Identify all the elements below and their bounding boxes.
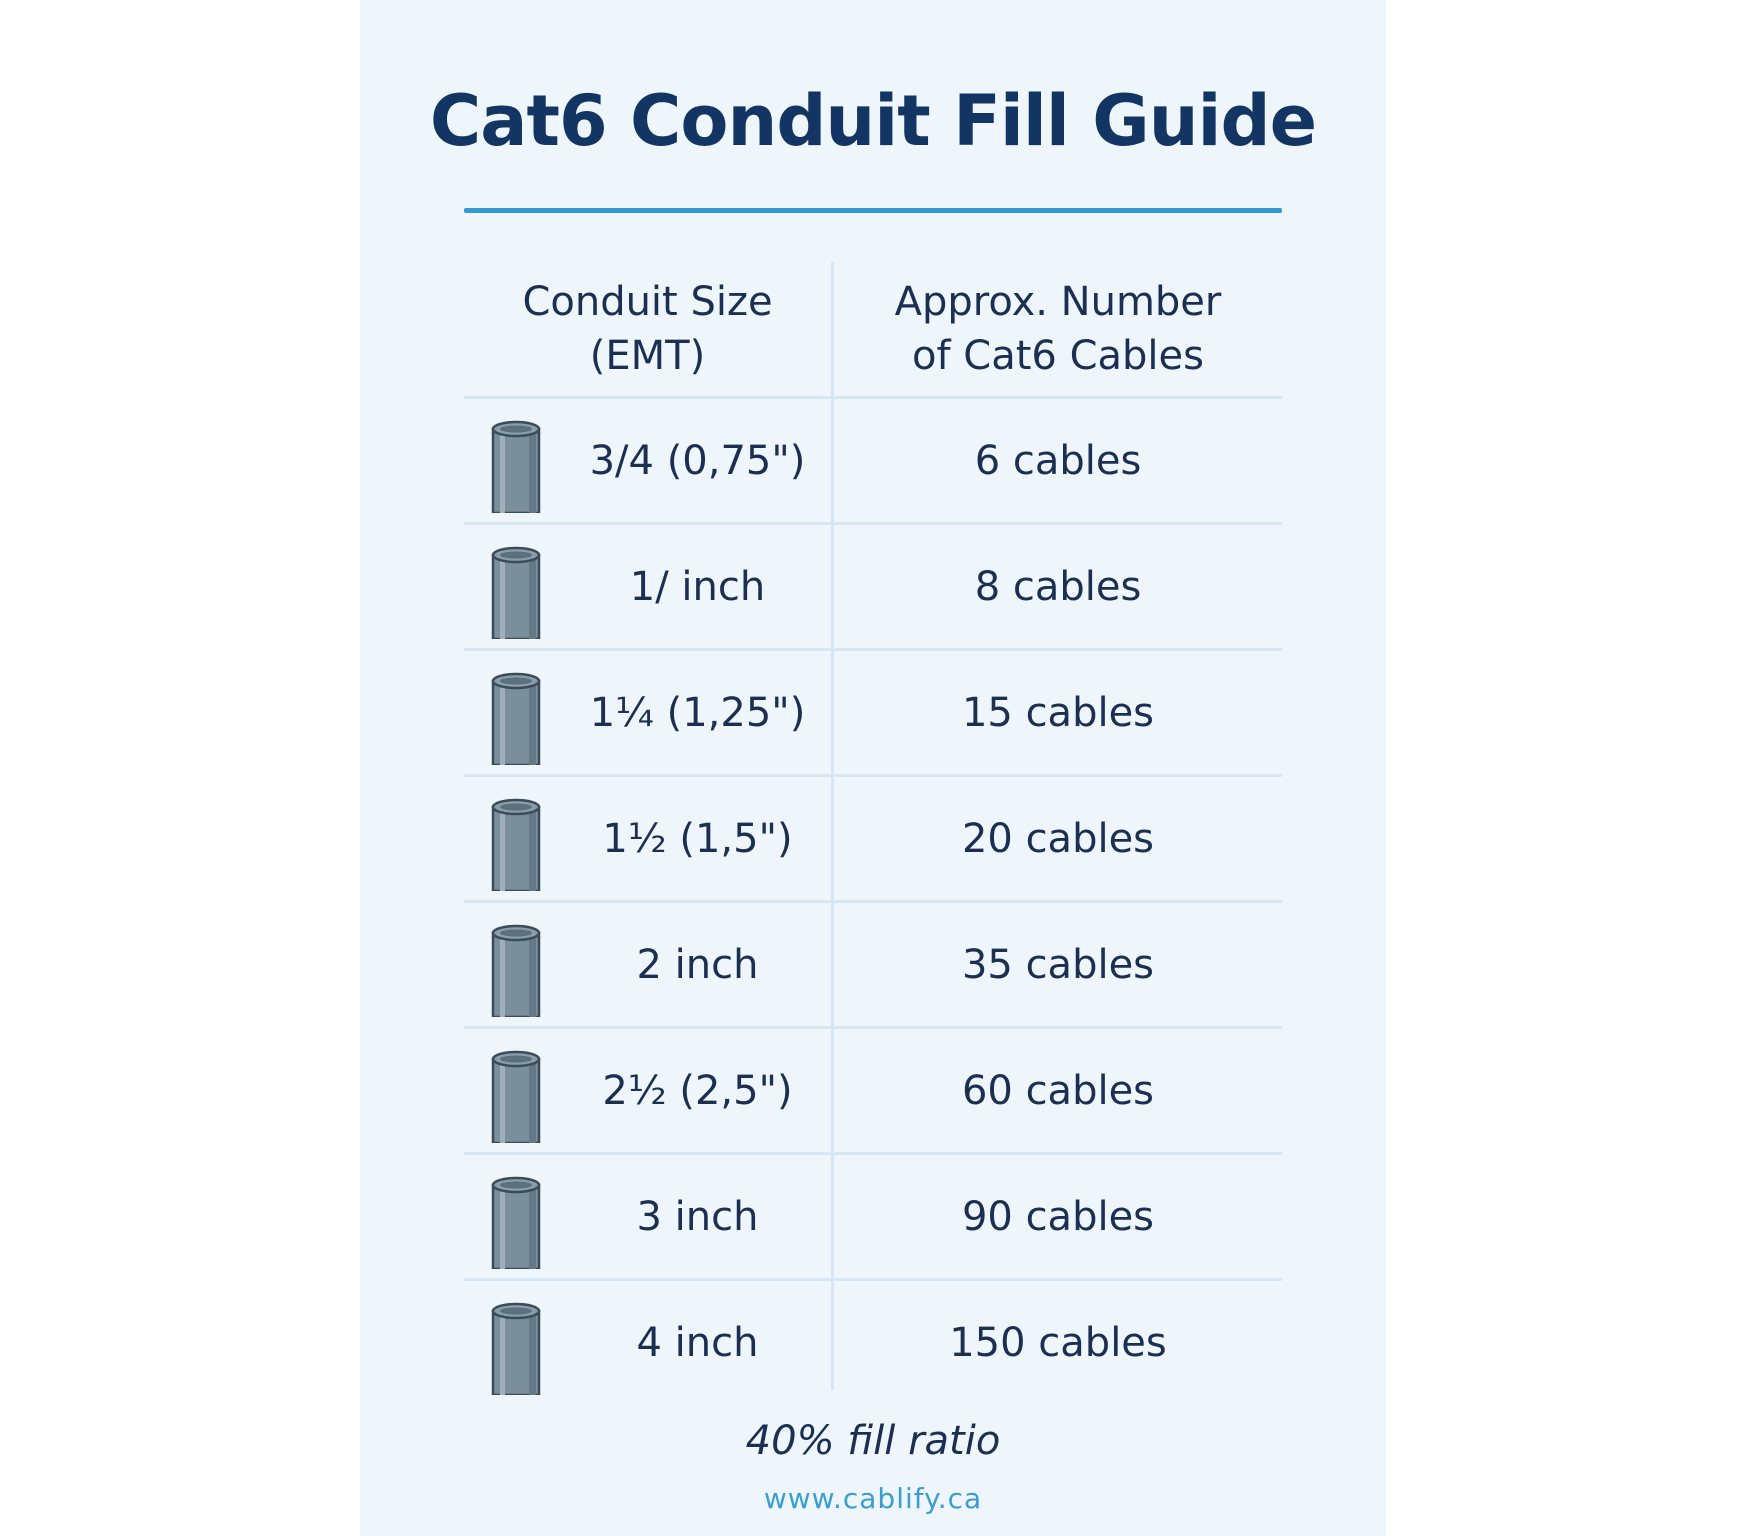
conduit-pipe-icon bbox=[491, 420, 541, 513]
table-row bbox=[464, 525, 1282, 651]
cable-count: 6 cables bbox=[974, 437, 1142, 484]
table-row bbox=[464, 1281, 1282, 1404]
conduit-size: 1¼ (1,25") bbox=[589, 689, 806, 736]
conduit-size: 2½ (2,5") bbox=[602, 1067, 793, 1114]
conduit-pipe-icon bbox=[491, 798, 541, 891]
table-row bbox=[464, 399, 1282, 525]
cable-count: 150 cables bbox=[949, 1319, 1167, 1366]
conduit-size: 3 inch bbox=[636, 1193, 759, 1240]
fill-guide-card bbox=[360, 0, 1386, 1536]
conduit-pipe-icon bbox=[491, 672, 541, 765]
table-row bbox=[464, 777, 1282, 903]
conduit-size: 1½ (1,5") bbox=[602, 815, 793, 862]
table-row bbox=[464, 1155, 1282, 1281]
fill-table bbox=[464, 262, 1282, 1404]
cable-count: 8 cables bbox=[974, 563, 1142, 610]
fill-ratio-note: 40% fill ratio bbox=[745, 1418, 1001, 1464]
header-conduit-size: Conduit Size (EMT) bbox=[522, 279, 773, 379]
conduit-size: 3/4 (0,75") bbox=[589, 437, 806, 484]
table-row bbox=[464, 903, 1282, 1029]
table-body bbox=[464, 399, 1282, 1404]
conduit-pipe-icon bbox=[491, 1176, 541, 1269]
table-row bbox=[464, 651, 1282, 777]
conduit-pipe-icon bbox=[491, 1302, 541, 1395]
conduit-size: 4 inch bbox=[636, 1319, 759, 1366]
table-row bbox=[464, 1029, 1282, 1155]
conduit-pipe-icon bbox=[491, 1050, 541, 1143]
conduit-pipe-icon bbox=[491, 924, 541, 1017]
header-cable-count: Approx. Number of Cat6 Cables bbox=[894, 279, 1222, 379]
cable-count: 20 cables bbox=[961, 815, 1155, 862]
website-link[interactable]: www.cablify.ca bbox=[763, 1482, 983, 1515]
table-header bbox=[464, 262, 1282, 399]
conduit-size: 2 inch bbox=[636, 941, 759, 988]
conduit-size: 1/ inch bbox=[629, 563, 766, 610]
cable-count: 90 cables bbox=[961, 1193, 1155, 1240]
cable-count: 60 cables bbox=[961, 1067, 1155, 1114]
cable-count: 35 cables bbox=[961, 941, 1155, 988]
title-divider bbox=[464, 208, 1282, 213]
conduit-pipe-icon bbox=[491, 546, 541, 639]
page-title: Cat6 Conduit Fill Guide bbox=[429, 80, 1317, 162]
cable-count: 15 cables bbox=[961, 689, 1155, 736]
